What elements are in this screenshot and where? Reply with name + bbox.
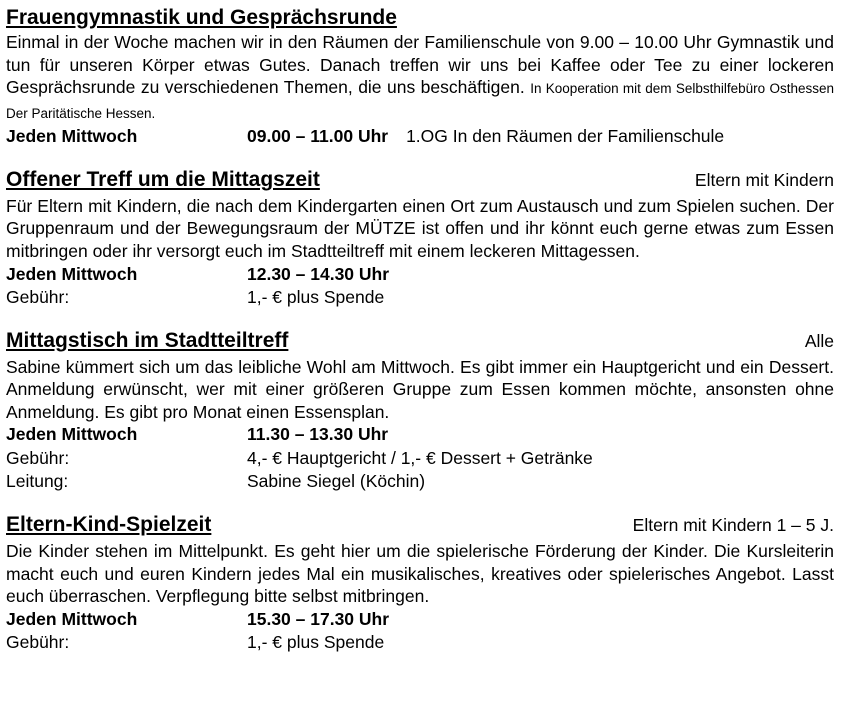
schedule-time: 09.00 – 11.00 Uhr	[247, 126, 389, 147]
section-audience: Eltern mit Kindern	[694, 169, 834, 190]
lead-value: Sabine Siegel (Köchin)	[247, 471, 426, 492]
section-title: Offener Treff um die Mittagszeit	[6, 167, 320, 191]
description-text: Einmal in der Woche machen wir in den Räumen der Familienschule von 9.00 – 10.00 Uhr Gymnastik und tun für unseren Körper etwas Gutes. Danach treffen wir uns bei Kaffee oder Tee zu einer lockeren Gesprächsrunde zu verschiedenen Themen, die uns beschäftigen.	[6, 32, 834, 98]
section-description: Die Kinder stehen im Mittelpunkt. Es geht hier um die spielerische Förderung der Kinder. Die Kursleiterin macht euch und euren Kindern jedes Mal ein musikalisches, kreatives oder spielerisches Angebot. Lasst euch überraschen. Verpflegung bitte selbst mitbringen.	[6, 540, 834, 607]
section-header	[6, 329, 834, 356]
fee-value: 1,- € plus Spende	[247, 287, 385, 308]
section-header	[6, 6, 834, 31]
section-title: Eltern-Kind-Spielzeit	[6, 512, 212, 536]
section-offener-treff	[6, 168, 834, 310]
section-description: Sabine kümmert sich um das leibliche Wohl am Mittwoch. Es gibt immer ein Hauptgericht und ein Dessert. Anmeldung erwünscht, wer mit einer größeren Gruppe zum Essen kommen möchte, ansonsten ohne Anmeldung. Es gibt pro Monat einen Essensplan.	[6, 356, 834, 422]
schedule-time: 15.30 – 17.30 Uhr	[247, 608, 390, 629]
schedule-day: Jeden Mittwoch	[6, 126, 138, 147]
fee-label: Gebühr:	[6, 447, 70, 468]
schedule-time: 12.30 – 14.30 Uhr	[247, 263, 390, 284]
lead-row	[6, 470, 834, 494]
section-audience: Alle	[804, 330, 834, 351]
fee-row	[6, 286, 834, 310]
section-header	[6, 168, 834, 195]
fee-value: 1,- € plus Spende	[247, 632, 385, 653]
cooperation-note: In Kooperation mit dem Selbsthilfebüro Osthessen Der Paritätische Hessen.	[6, 81, 835, 121]
fee-row	[6, 447, 834, 471]
section-description	[6, 31, 834, 125]
schedule-day: Jeden Mittwoch	[6, 263, 138, 284]
fee-label: Gebühr:	[6, 287, 70, 308]
schedule-row	[6, 423, 834, 447]
section-header	[6, 513, 834, 540]
schedule-day: Jeden Mittwoch	[6, 424, 138, 445]
section-title: Mittagstisch im Stadtteiltreff	[6, 328, 289, 352]
section-description: Für Eltern mit Kindern, die nach dem Kindergarten einen Ort zum Austausch und zum Spielen suchen. Der Gruppenraum und der Bewegungsraum der MÜTZE ist offen und ihr könnt euch gerne etwas zum Essen mitbringen oder ihr versorgt euch im Stadtteiltreff mit einem leckeren Mittagessen.	[6, 195, 834, 262]
section-audience: Eltern mit Kindern 1 – 5 J.	[632, 514, 834, 535]
lead-label: Leitung:	[6, 471, 69, 492]
schedule-row	[6, 263, 834, 287]
fee-label: Gebühr:	[6, 632, 70, 653]
schedule-location: 1.OG In den Räumen der Familienschule	[406, 126, 725, 147]
fee-row	[6, 631, 834, 655]
schedule-time: 11.30 – 13.30 Uhr	[247, 424, 389, 445]
section-mittagstisch	[6, 329, 834, 494]
fee-value: 4,- € Hauptgericht / 1,- € Dessert + Getränke	[247, 447, 593, 468]
schedule-row	[6, 125, 834, 149]
section-frauengymnastik	[6, 6, 834, 149]
section-eltern-kind-spielzeit	[6, 513, 834, 655]
section-title: Frauengymnastik und Gesprächsrunde	[6, 6, 397, 29]
schedule-row	[6, 608, 834, 632]
schedule-day: Jeden Mittwoch	[6, 608, 138, 629]
